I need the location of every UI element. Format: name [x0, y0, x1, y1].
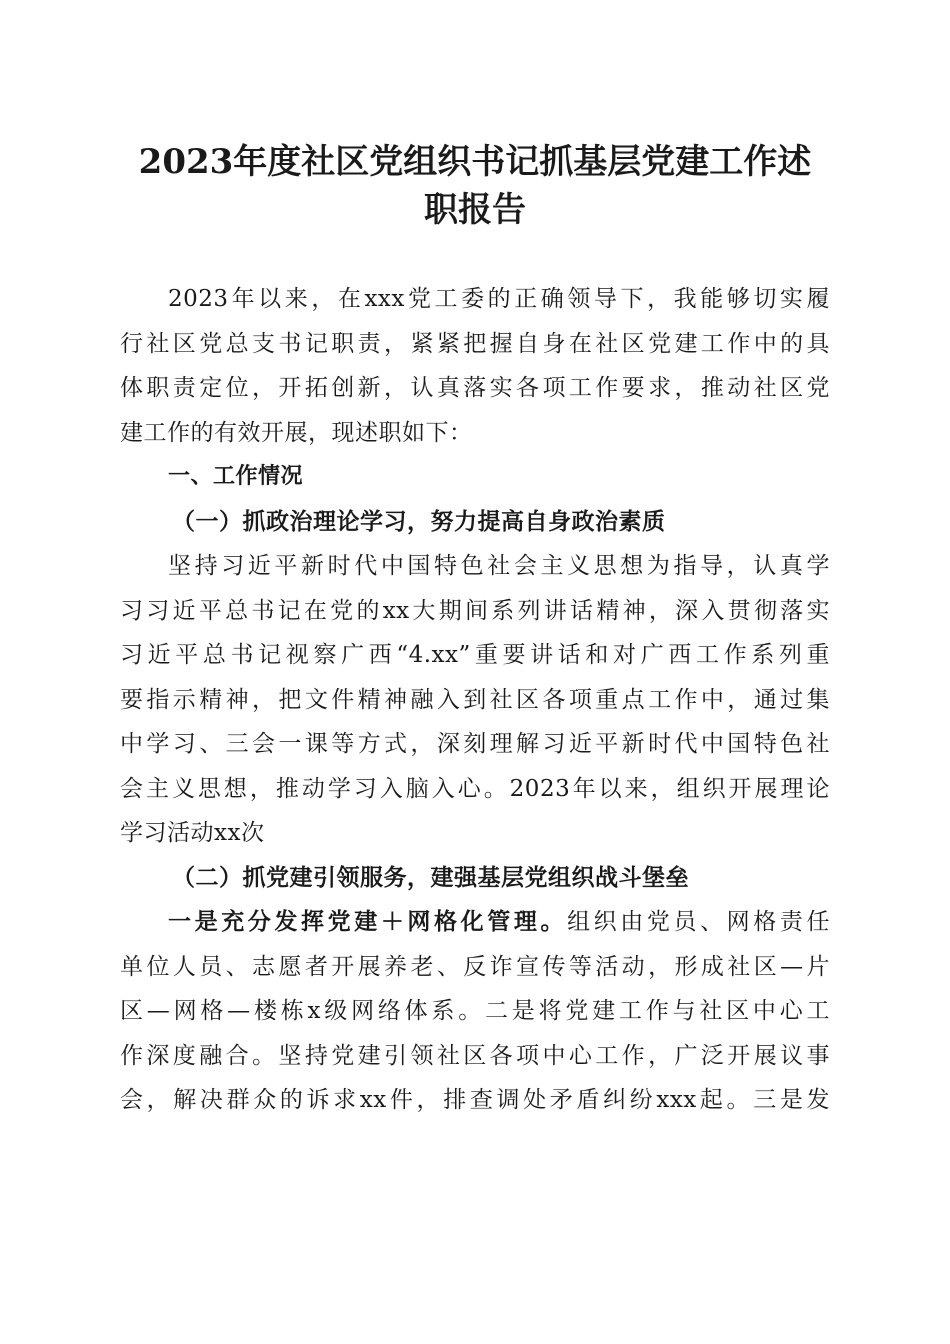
intro-line-1: 2023年以来，在xxx党工委的正确领导下，我能够切实履 — [168, 286, 830, 312]
sub2-line-2: 单位人员、志愿者开展养老、反诈宣传等活动，形成社区—片 — [120, 953, 830, 980]
sub1-line-3: 习近平总书记视察广西“4.xx”重要讲话和对广西工作系列重 — [120, 642, 830, 668]
sub1-line-2: 习习近平总书记在党的xx大期间系列讲话精神，深入贯彻落实 — [120, 597, 830, 624]
document-title — [120, 138, 830, 234]
intro-line-3: 体职责定位，开拓创新，认真落实各项工作要求，推动社区党 — [120, 375, 830, 401]
sub1-line-7: 学习活动xx次 — [120, 820, 265, 846]
sub2-line-4: 作深度融合。坚持党建引领社区各项中心工作，广泛开展议事 — [120, 1042, 830, 1069]
title-line-2: 职报告 — [424, 190, 526, 230]
title-line-1: 2023年度社区党组织书记抓基层党建工作述 — [138, 142, 812, 182]
subsection-heading-2: （二）抓党建引领服务，建强基层党组织战斗堡垒 — [172, 863, 689, 891]
sub1-line-1: 坚持习近平新时代中国特色社会主义思想为指导，认真学 — [168, 553, 830, 579]
section-heading-work-status: 一、工作情况 — [168, 464, 304, 489]
sub1-line-5: 中学习、三会一课等方式，深刻理解习近平新时代中国特色社 — [120, 731, 830, 757]
sub1-line-4: 要指示精神，把文件精神融入到社区各项重点工作中，通过集 — [120, 686, 830, 713]
sub2-line-1-bold: 一是充分发挥党建＋网格化管理。 — [168, 908, 568, 935]
document-body — [120, 284, 830, 1130]
sub2-line-3: 区—网格—楼栋x级网络体系。二是将党建工作与社区中心工 — [120, 998, 830, 1024]
sub2-line-1 — [120, 907, 830, 952]
intro-line-2: 行社区党总支书记职责，紧紧把握自身在社区党建工作中的具 — [120, 330, 830, 357]
subsection-heading-1: （一）抓政治理论学习，努力提高自身政治素质 — [172, 507, 666, 535]
intro-line-4: 建工作的有效开展，现述职如下： — [120, 419, 473, 446]
sub1-line-6: 会主义思想，推动学习入脑入心。2023年以来，组织开展理论 — [120, 775, 830, 802]
sub2-line-5: 会，解决群众的诉求xx件，排查调处矛盾纠纷xxx起。三是发 — [120, 1087, 830, 1113]
sub2-line-1-rest: 组织由党员、网格责任 — [567, 909, 831, 935]
